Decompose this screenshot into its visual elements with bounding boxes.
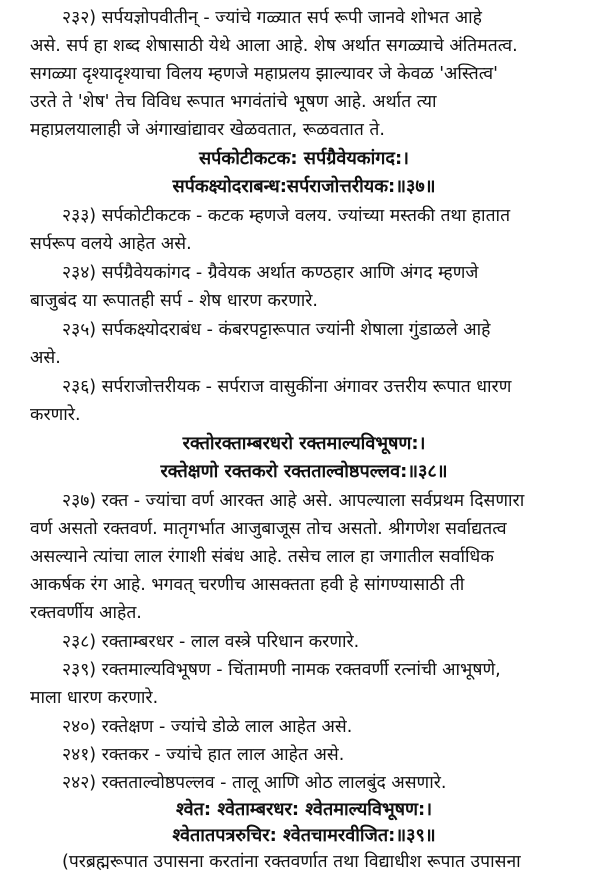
text-line: बाजुबंद या रूपातही सर्प - शेष धारण करणारे. — [30, 291, 318, 311]
text-line: माला धारण करणारे. — [30, 688, 159, 708]
text-line: आकर्षक रंग आहे. भगवत् चरणीच आसक्तता हवी हे सांगण्यासाठी ती — [30, 575, 465, 595]
text-line: (परब्रह्मरूपात उपासना करतांना रक्तवर्णात तथा विद्याधीश रूपात उपासना — [62, 852, 521, 872]
text-line: २४०) रक्तेक्षण - ज्यांचे डोळे लाल आहेत असे. — [62, 717, 353, 737]
text-line: २३३) सर्पकोटीकटक - कटक म्हणजे वलय. ज्यांच्या मस्तकी तथा हातात — [62, 206, 511, 226]
text-line: महाप्रलयालाही जे अंगाखांद्यावर खेळवतात, रूळवतात ते. — [30, 120, 385, 140]
text-line: २३५) सर्पकक्ष्योदराबंध - कंबरपट्टारूपात ज्यांनी शेषाला गुंडाळले आहे — [62, 320, 491, 340]
text-line: २३६) सर्पराजोत्तरीयक - सर्पराज वासुकींना अंगावर उत्तरीय रूपात धारण — [62, 377, 512, 397]
text-line: असे. — [30, 348, 61, 368]
verse-line: सर्पकोटीकटक: सर्पग्रैवेयकांगद:। — [199, 148, 409, 169]
verse-line: श्वेतातपत्ररुचिर: श्वेतचामरवीजित:॥३९॥ — [172, 825, 436, 846]
text-line: २३४) सर्पग्रैवेयकांगद - ग्रैवेयक अर्थात कण्ठहार आणि अंगद म्हणजे — [62, 263, 479, 283]
text-line: २३९) रक्तमाल्यविभूषण - चिंतामणी नामक रक्तवर्णी रत्नांची आभूषणे, — [62, 660, 501, 680]
text-line: करणारे. — [30, 405, 81, 425]
text-line: वर्ण असतो रक्तवर्ण. मातृगर्भात आजुबाजूस तोच असतो. श्रीगणेश सर्वाद्यतत्व — [30, 519, 507, 539]
text-line: सर्परूप वलये आहेत असे. — [30, 234, 192, 254]
text-line: २४२) रक्तताल्वोष्ठपल्लव - तालू आणि ओठ लालबुंद असणारे. — [62, 773, 447, 793]
text-line: असल्याने त्यांचा लाल रंगाशी संबंध आहे. तसेच लाल हा जगातील सर्वाधिक — [30, 547, 494, 567]
verse-line: श्वेत: श्वेताम्बरधर: श्वेतमाल्यविभूषण:। — [175, 799, 433, 820]
text-line: २३८) रक्ताम्बरधर - लाल वस्त्रे परिधान करणारे. — [62, 632, 360, 652]
verse-line: सर्पकक्ष्योदराबन्ध:सर्पराजोत्तरीयक:॥३७॥ — [172, 176, 436, 197]
text-line: सगळ्या दृश्यादृश्याचा विलय म्हणजे महाप्रलय झाल्यावर जे केवळ 'अस्तित्व' — [30, 64, 498, 84]
verse-line: रक्तेक्षणो रक्तकरो रक्तताल्वोष्ठपल्लव:॥३८॥ — [160, 461, 448, 482]
text-line: २३२) सर्पयज्ञोपवीतीन् - ज्यांचे गळ्यात सर्प रूपी जानवे शोभत आहे — [62, 8, 482, 28]
text-line: रक्तवर्णीय आहेत. — [30, 603, 142, 623]
verse-line: रक्तोरक्ताम्बरधरो रक्तमाल्यविभूषण:। — [182, 433, 426, 454]
text-line: उरते ते 'शेष' तेच विविध रूपात भगवंतांचे भूषण आहे. अर्थात त्या — [30, 92, 437, 112]
text-line: २३७) रक्त - ज्यांचा वर्ण आरक्त आहे असे. आपल्याला सर्वप्रथम दिसणारा — [62, 491, 525, 511]
text-line: असे. सर्प हा शब्द शेषासाठी येथे आला आहे. शेष अर्थात सगळ्याचे अंतिमतत्व. — [30, 36, 518, 56]
text-line: २४१) रक्तकर - ज्यांचे हात लाल आहेत असे. — [62, 745, 345, 765]
